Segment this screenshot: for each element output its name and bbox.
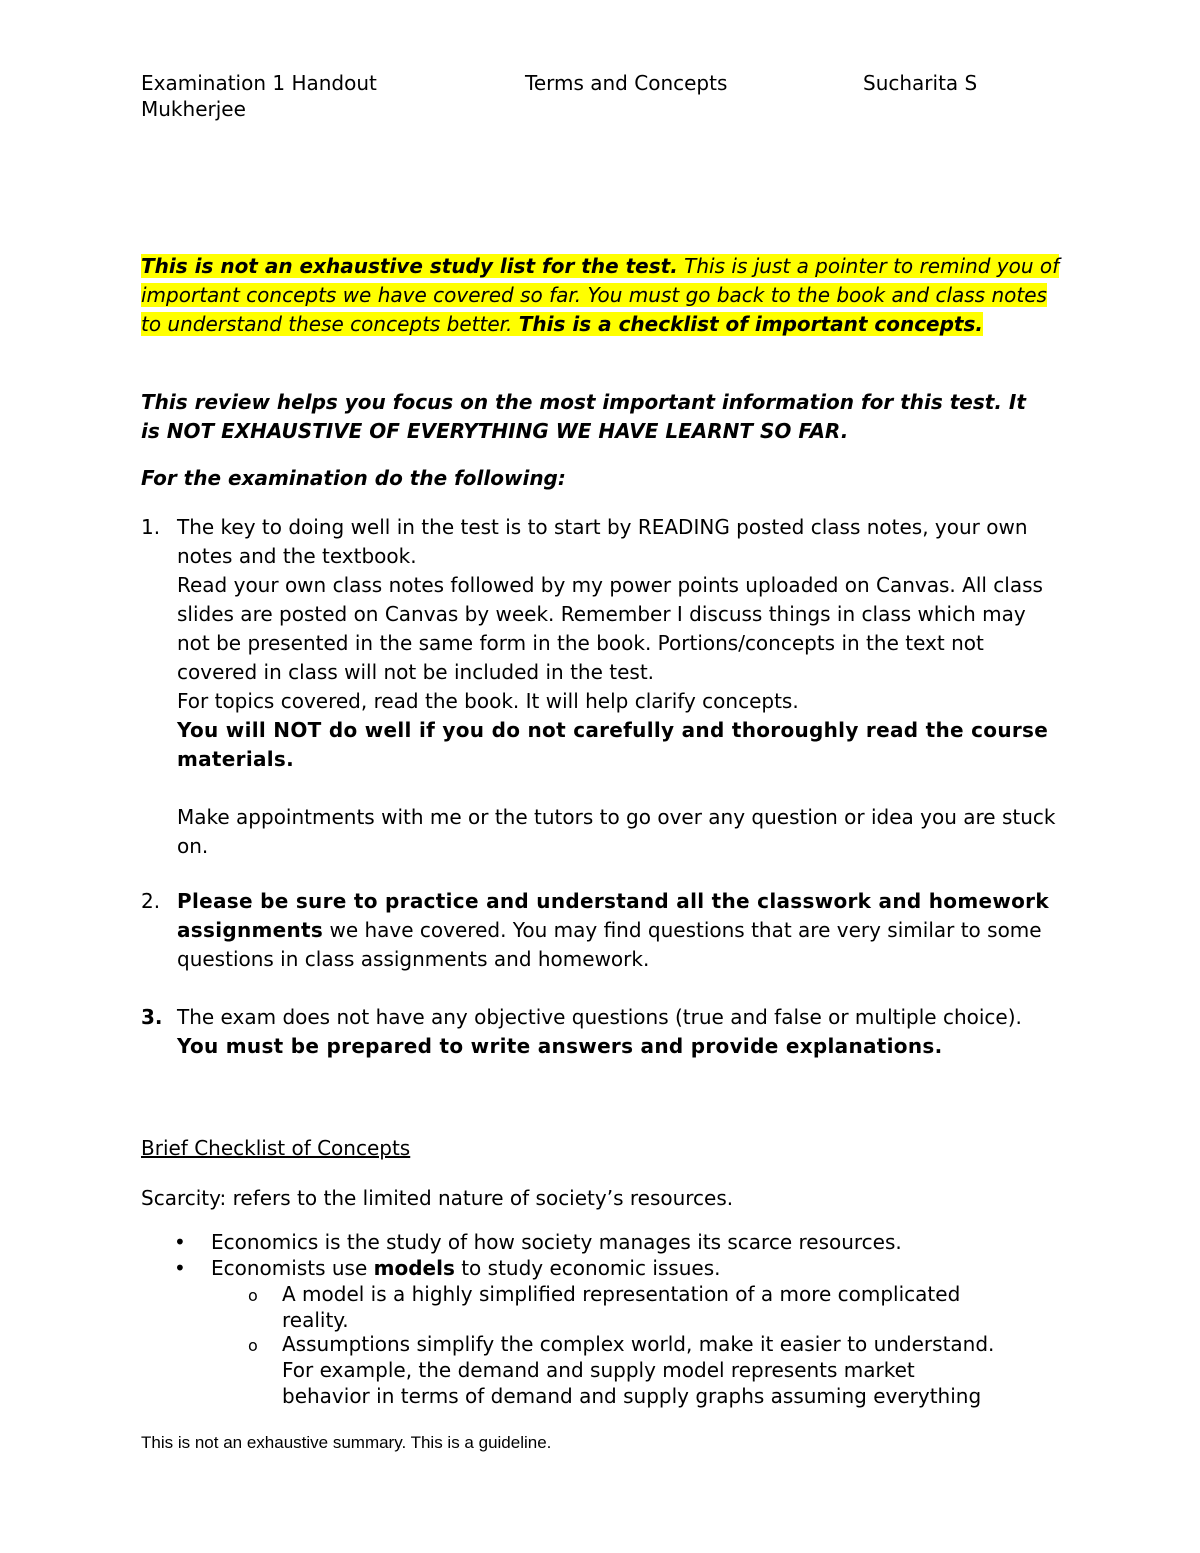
scarcity-definition: Scarcity: refers to the limited nature of society’s resources. bbox=[141, 1186, 734, 1210]
item-1-para-3: For topics covered, read the book. It will help clarify concepts. bbox=[177, 689, 799, 713]
review-bold-text: This review helps you focus on the most important information for this test. bbox=[141, 390, 1009, 414]
sub-bullet-item-2 bbox=[248, 1331, 1048, 1409]
bullet-text-bold: models bbox=[373, 1256, 455, 1280]
header-right: Sucharita S bbox=[863, 71, 978, 95]
item-2-text: we have covered. You may find questions that are very similar to some questions in class assignments and homework. bbox=[177, 918, 1042, 971]
sub-bullet-icon: o bbox=[248, 1336, 258, 1355]
checklist-title: Brief Checklist of Concepts bbox=[141, 1136, 411, 1160]
bullet-dot-icon: • bbox=[174, 1256, 186, 1280]
sub-bullet-item-1 bbox=[248, 1281, 1048, 1333]
list-item-2 bbox=[141, 887, 1061, 974]
review-paragraph bbox=[141, 388, 1041, 446]
sub-bullet-line: reality. bbox=[282, 1308, 349, 1332]
page-header bbox=[141, 70, 1041, 98]
bullet-text-post: to study economic issues. bbox=[454, 1256, 721, 1280]
header-author-continued: Mukherjee bbox=[141, 97, 246, 121]
bullet-text: Economics is the study of how society manages its scarce resources. bbox=[211, 1230, 902, 1254]
sub-bullet-line: For example, the demand and supply model represents market bbox=[282, 1358, 915, 1382]
header-left: Examination 1 Handout bbox=[141, 71, 377, 95]
notice-bold-tail: This is a checklist of important concepts. bbox=[518, 312, 983, 336]
sub-bullet-line: Assumptions simplify the complex world, make it easier to understand. bbox=[282, 1332, 995, 1356]
list-item-3 bbox=[141, 1003, 1061, 1061]
list-item-1 bbox=[141, 513, 1061, 861]
item-2-bold-text: Please be sure to practice and understand all the classwork and homework assignments bbox=[177, 889, 1049, 942]
bullet-text-pre: Economists use bbox=[211, 1256, 374, 1280]
list-number: 1. bbox=[141, 515, 161, 539]
sub-bullet-line: A model is a highly simplified representation of a more complicated bbox=[282, 1282, 961, 1306]
item-1-para-5: Make appointments with me or the tutors to go over any question or idea you are stuck on. bbox=[177, 805, 1056, 858]
item-1-bold-warning: You will NOT do well if you do not carefully and thoroughly read the course materials. bbox=[177, 718, 1049, 771]
exam-intro-heading: For the examination do the following: bbox=[141, 466, 566, 490]
list-number: 2. bbox=[141, 889, 161, 913]
header-center: Terms and Concepts bbox=[525, 71, 728, 95]
item-1-para-1: The key to doing well in the test is to start by READING posted class notes, your own notes and the textbook. bbox=[177, 515, 1028, 568]
notice-italic-text: This is just a pointer to remind you of important concepts we have covered so far. You must go back to the book and class notes to understand these concepts better. bbox=[141, 254, 1060, 336]
list-number: 3. bbox=[141, 1005, 163, 1029]
sub-bullet-icon: o bbox=[248, 1286, 258, 1305]
item-3-text: The exam does not have any objective questions (true and false or multiple choice). bbox=[177, 1005, 1022, 1029]
item-3-bold-text: You must be prepared to write answers and provide explanations. bbox=[177, 1034, 943, 1058]
notice-bold-lead: This is not an exhaustive study list for the test. bbox=[141, 254, 678, 278]
page-footer: This is not an exhaustive summary. This is a guideline. bbox=[141, 1433, 552, 1452]
bullet-text bbox=[211, 1255, 720, 1281]
sub-bullet-line: behavior in terms of demand and supply graphs assuming everything bbox=[282, 1384, 982, 1408]
item-1-para-2: Read your own class notes followed by my power points uploaded on Canvas. All class slides are posted on Canvas by week. Remember I discuss things in class which may not be presented in the same form in the book. Portions/concepts in the text not covered in class will not be included in the test. bbox=[177, 573, 1043, 684]
review-caps-text: It is NOT EXHAUSTIVE OF EVERYTHING WE HAVE LEARNT SO FAR. bbox=[141, 390, 1026, 443]
notice-paragraph bbox=[141, 252, 1071, 339]
bullet-dot-icon: • bbox=[174, 1230, 186, 1254]
